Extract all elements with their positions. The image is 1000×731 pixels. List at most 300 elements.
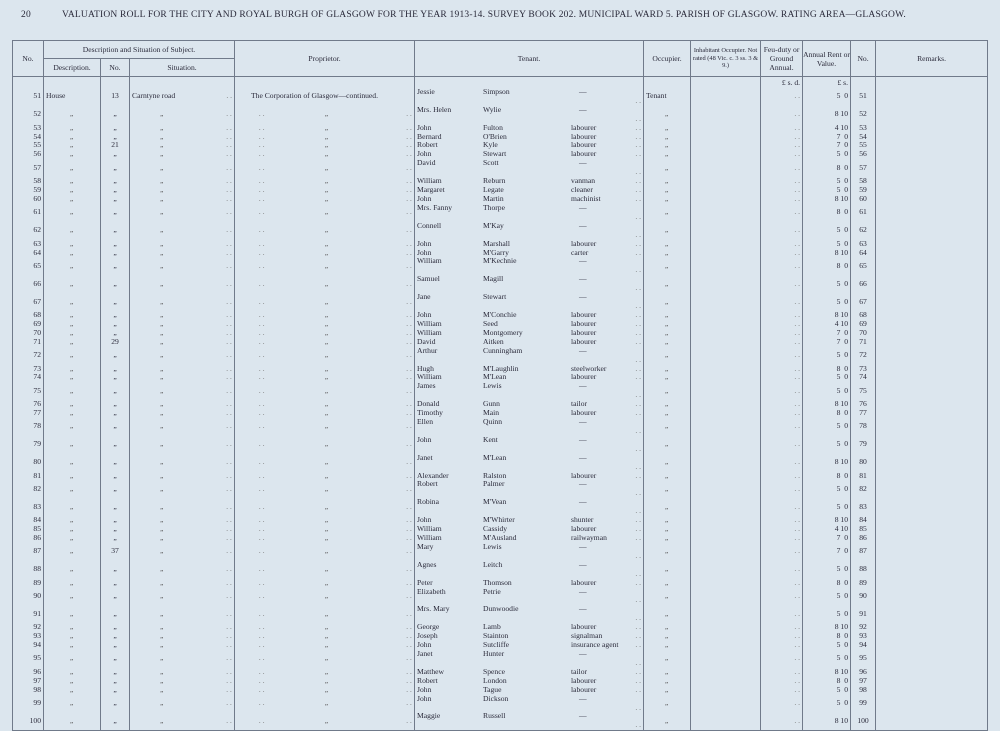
tenant-first: Robina bbox=[417, 498, 439, 507]
row-number-right-text: 73 bbox=[859, 364, 867, 373]
leader-dots: . . bbox=[635, 613, 642, 623]
row-proprietor-text: „ bbox=[324, 591, 329, 600]
row-street-number bbox=[101, 150, 130, 159]
tenant-occ: tailor bbox=[571, 400, 588, 409]
row-occupier-text: „ bbox=[664, 239, 670, 248]
row-street-number bbox=[101, 373, 130, 382]
row-number-right bbox=[851, 133, 876, 142]
row-number-right bbox=[851, 186, 876, 195]
row-number-right bbox=[851, 579, 876, 588]
leader-dots: . . bbox=[259, 400, 265, 409]
row-feu-duty bbox=[761, 498, 803, 516]
row-street-number-text: „ bbox=[113, 186, 117, 195]
row-inhabitant bbox=[691, 543, 761, 561]
row-situation-text: „ bbox=[160, 296, 165, 306]
row-occupier-text: „ bbox=[664, 109, 670, 119]
table-row bbox=[13, 382, 988, 400]
row-number-text: 76 bbox=[33, 400, 41, 409]
row-description-text: „ bbox=[69, 385, 75, 395]
row-number-right bbox=[851, 409, 876, 418]
row-number-text: 90 bbox=[33, 591, 41, 600]
row-occupier-text: „ bbox=[664, 207, 670, 217]
row-proprietor bbox=[235, 472, 415, 481]
row-street-number-text: „ bbox=[113, 310, 117, 319]
row-occupier-text: „ bbox=[664, 385, 670, 395]
row-feu-duty bbox=[761, 133, 803, 142]
leader-dots: . . bbox=[406, 364, 413, 373]
row-annual-rent bbox=[803, 641, 851, 650]
row-situation-text: „ bbox=[160, 471, 165, 480]
row-number bbox=[13, 257, 44, 275]
row-number-right-text: 97 bbox=[859, 676, 867, 685]
row-annual-rent-text: 7 0 bbox=[836, 328, 849, 337]
leader-dots: . . bbox=[259, 608, 265, 618]
row-number bbox=[13, 480, 44, 498]
row-number-right bbox=[851, 454, 876, 472]
row-number bbox=[13, 695, 44, 713]
row-proprietor bbox=[235, 347, 415, 365]
leader-dots: . . bbox=[226, 676, 233, 685]
row-number bbox=[13, 382, 44, 400]
tenant-sur: Lewis bbox=[483, 542, 502, 551]
row-occupier-text: „ bbox=[664, 471, 670, 480]
row-number-right bbox=[851, 159, 876, 177]
row-annual-rent bbox=[803, 88, 851, 106]
leader-dots: . . bbox=[794, 698, 801, 708]
row-description bbox=[44, 641, 101, 650]
row-description-text: „ bbox=[69, 225, 75, 235]
row-occupier bbox=[644, 525, 691, 534]
row-occupier bbox=[644, 677, 691, 686]
row-description bbox=[44, 650, 101, 668]
row-feu-duty bbox=[761, 311, 803, 320]
row-occupier bbox=[644, 480, 691, 498]
row-street-number-text: „ bbox=[113, 591, 117, 600]
row-annual-rent bbox=[803, 632, 851, 641]
row-street-number bbox=[101, 320, 130, 329]
row-annual-rent-text: 8 10 bbox=[834, 248, 849, 257]
row-proprietor bbox=[235, 632, 415, 641]
leader-dots: . . bbox=[406, 471, 413, 480]
row-inhabitant bbox=[691, 365, 761, 374]
row-annual-rent bbox=[803, 409, 851, 418]
row-occupier-text: „ bbox=[664, 676, 670, 685]
row-tenant bbox=[415, 124, 644, 133]
leader-dots: . . bbox=[406, 525, 413, 534]
row-feu-duty bbox=[761, 605, 803, 623]
tenant-occ: labourer bbox=[571, 337, 597, 346]
row-situation bbox=[130, 712, 235, 730]
leader-dots: . . bbox=[406, 141, 413, 150]
row-occupier bbox=[644, 668, 691, 677]
row-proprietor-text: „ bbox=[324, 685, 329, 694]
row-remarks bbox=[876, 472, 988, 481]
table-row bbox=[13, 88, 988, 106]
row-description bbox=[44, 516, 101, 525]
row-remarks bbox=[876, 150, 988, 159]
row-remarks bbox=[876, 275, 988, 293]
leader-dots: . . bbox=[406, 177, 413, 186]
row-proprietor bbox=[235, 480, 415, 498]
row-remarks bbox=[876, 579, 988, 588]
leader-dots: . . bbox=[635, 390, 642, 400]
tenant-first: William bbox=[417, 328, 442, 337]
row-description bbox=[44, 240, 101, 249]
row-street-number bbox=[101, 588, 130, 606]
row-occupier-text: „ bbox=[664, 439, 670, 449]
row-number-text: 65 bbox=[33, 260, 41, 270]
row-situation-text: „ bbox=[160, 632, 165, 641]
row-proprietor-text: „ bbox=[324, 471, 329, 480]
row-annual-rent-text: 4 10 bbox=[834, 319, 849, 328]
tenant-occ: labourer bbox=[571, 676, 597, 685]
leader-dots: . . bbox=[259, 516, 265, 525]
row-description-text: „ bbox=[69, 439, 75, 449]
row-occupier-text: „ bbox=[664, 194, 670, 203]
leader-dots: . . bbox=[635, 720, 642, 730]
row-description bbox=[44, 579, 101, 588]
leader-dots: . . bbox=[794, 296, 801, 306]
col-no-right: No. bbox=[851, 41, 876, 77]
row-occupier-text: „ bbox=[664, 132, 670, 141]
leader-dots: . . bbox=[794, 715, 801, 725]
leader-dots: . . bbox=[635, 310, 642, 319]
row-proprietor bbox=[235, 561, 415, 579]
row-inhabitant bbox=[691, 240, 761, 249]
row-tenant bbox=[415, 454, 644, 472]
leader-dots: . . bbox=[259, 328, 265, 337]
row-number bbox=[13, 133, 44, 142]
row-street-number-text: „ bbox=[113, 194, 117, 203]
leader-dots: . . bbox=[226, 715, 233, 725]
leader-dots: . . bbox=[406, 685, 413, 694]
row-number bbox=[13, 311, 44, 320]
leader-dots: . . bbox=[635, 229, 642, 239]
valuation-table bbox=[12, 40, 988, 731]
row-occupier-text: „ bbox=[664, 123, 670, 132]
row-number-right-text: 63 bbox=[859, 239, 867, 248]
leader-dots: . . bbox=[406, 608, 413, 618]
row-street-number bbox=[101, 88, 130, 106]
row-annual-rent bbox=[803, 150, 851, 159]
row-feu-duty bbox=[761, 677, 803, 686]
leader-dots: . . bbox=[794, 109, 801, 119]
row-inhabitant bbox=[691, 498, 761, 516]
row-number-right-text: 74 bbox=[859, 373, 867, 382]
row-proprietor bbox=[235, 498, 415, 516]
leader-dots: . . bbox=[794, 278, 801, 288]
row-proprietor bbox=[235, 141, 415, 150]
row-street-number-text: „ bbox=[113, 525, 117, 534]
row-description bbox=[44, 257, 101, 275]
row-tenant bbox=[415, 632, 644, 641]
leader-dots: . . bbox=[794, 364, 801, 373]
leader-dots: . . bbox=[794, 578, 801, 587]
row-street-number bbox=[101, 159, 130, 177]
row-proprietor bbox=[235, 579, 415, 588]
row-situation bbox=[130, 436, 235, 454]
row-situation bbox=[130, 257, 235, 275]
row-situation bbox=[130, 516, 235, 525]
leader-dots: . . bbox=[794, 409, 801, 418]
leader-dots: . . bbox=[635, 211, 642, 221]
row-annual-rent bbox=[803, 712, 851, 730]
row-remarks bbox=[876, 498, 988, 516]
row-situation-text: „ bbox=[160, 385, 165, 395]
tenant-occ: — bbox=[579, 418, 587, 427]
row-annual-rent bbox=[803, 480, 851, 498]
tenant-first: John bbox=[417, 685, 432, 694]
row-description bbox=[44, 623, 101, 632]
row-occupier bbox=[644, 543, 691, 561]
row-number bbox=[13, 623, 44, 632]
row-situation-text: „ bbox=[160, 319, 165, 328]
leader-dots: . . bbox=[794, 516, 801, 525]
row-proprietor-text: „ bbox=[324, 525, 329, 534]
row-inhabitant bbox=[691, 159, 761, 177]
row-number-right-text: 76 bbox=[859, 400, 867, 409]
leader-dots: . . bbox=[406, 591, 413, 600]
row-feu-duty bbox=[761, 650, 803, 668]
row-occupier-text: „ bbox=[664, 608, 670, 618]
tenant-occ: — bbox=[579, 650, 587, 658]
row-description-text: „ bbox=[69, 632, 75, 641]
row-number-text: 91 bbox=[33, 608, 41, 618]
row-annual-rent bbox=[803, 454, 851, 472]
leader-dots: . . bbox=[794, 162, 801, 172]
row-situation bbox=[130, 133, 235, 142]
row-situation-text: Carntyne road bbox=[132, 91, 176, 101]
row-number-right-text: 91 bbox=[859, 608, 867, 618]
row-description bbox=[44, 133, 101, 142]
row-description bbox=[44, 525, 101, 534]
row-street-number-text: „ bbox=[113, 409, 117, 418]
leader-dots: . . bbox=[794, 685, 801, 694]
row-description bbox=[44, 338, 101, 347]
row-number-right bbox=[851, 588, 876, 606]
row-number-right-text: 100 bbox=[857, 715, 869, 725]
row-number bbox=[13, 150, 44, 159]
row-tenant bbox=[415, 605, 644, 623]
row-number-right bbox=[851, 543, 876, 561]
row-annual-rent-text: 8 0 bbox=[836, 578, 849, 587]
row-number bbox=[13, 498, 44, 516]
row-remarks bbox=[876, 373, 988, 382]
row-situation bbox=[130, 186, 235, 195]
leader-dots: . . bbox=[794, 471, 801, 480]
leader-dots: . . bbox=[406, 501, 413, 511]
leader-dots: . . bbox=[635, 443, 642, 453]
table-row bbox=[13, 347, 988, 365]
leader-dots: . . bbox=[794, 132, 801, 141]
row-proprietor-text: „ bbox=[324, 385, 329, 395]
row-annual-rent bbox=[803, 677, 851, 686]
row-situation bbox=[130, 365, 235, 374]
tenant-first: Maggie bbox=[417, 712, 441, 721]
row-annual-rent bbox=[803, 623, 851, 632]
row-situation-text: „ bbox=[160, 516, 165, 525]
leader-dots: . . bbox=[406, 457, 413, 467]
leader-dots: . . bbox=[406, 248, 413, 257]
leader-dots: . . bbox=[406, 632, 413, 641]
row-street-number bbox=[101, 605, 130, 623]
tenant-occ: — bbox=[579, 382, 587, 391]
row-proprietor bbox=[235, 650, 415, 668]
tenant-first: John bbox=[417, 516, 432, 525]
row-annual-rent bbox=[803, 418, 851, 436]
leader-dots: . . bbox=[635, 550, 642, 560]
row-number-right bbox=[851, 240, 876, 249]
row-number-text: 55 bbox=[33, 141, 41, 150]
row-situation-text: „ bbox=[160, 109, 165, 119]
row-proprietor bbox=[235, 382, 415, 400]
tenant-occ: labourer bbox=[571, 123, 597, 132]
row-annual-rent bbox=[803, 579, 851, 588]
table-row bbox=[13, 472, 988, 481]
tenant-first: Margaret bbox=[417, 186, 445, 195]
tenant-first: Robert bbox=[417, 141, 438, 150]
leader-dots: . . bbox=[226, 186, 233, 195]
table-row bbox=[13, 632, 988, 641]
leader-dots: . . bbox=[259, 525, 265, 534]
row-occupier bbox=[644, 133, 691, 142]
table-row bbox=[13, 561, 988, 579]
row-street-number-text: 29 bbox=[111, 337, 119, 346]
leader-dots: . . bbox=[406, 350, 413, 360]
row-proprietor-text: „ bbox=[324, 207, 329, 217]
leader-dots: . . bbox=[259, 578, 265, 587]
row-number-text: 54 bbox=[33, 132, 41, 141]
row-feu-duty bbox=[761, 320, 803, 329]
row-number-text: 93 bbox=[33, 632, 41, 641]
row-number-text: 64 bbox=[33, 248, 41, 257]
row-situation bbox=[130, 222, 235, 240]
tenant-occ: — bbox=[579, 221, 587, 230]
row-tenant bbox=[415, 88, 644, 106]
row-number bbox=[13, 373, 44, 382]
tenant-occ: labourer bbox=[571, 623, 597, 632]
row-street-number bbox=[101, 695, 130, 713]
row-occupier-text: „ bbox=[664, 328, 670, 337]
row-description bbox=[44, 418, 101, 436]
row-number-right-text: 62 bbox=[859, 225, 867, 235]
row-situation-text: „ bbox=[160, 715, 165, 725]
leader-dots: . . bbox=[406, 667, 413, 676]
row-feu-duty bbox=[761, 347, 803, 365]
row-number-right-text: 95 bbox=[859, 653, 867, 663]
row-feu-duty bbox=[761, 195, 803, 204]
row-inhabitant bbox=[691, 668, 761, 677]
leader-dots: . . bbox=[635, 337, 642, 346]
table-row bbox=[13, 195, 988, 204]
row-description bbox=[44, 373, 101, 382]
tenant-occ: — bbox=[579, 560, 587, 569]
row-description-text: „ bbox=[69, 310, 75, 319]
leader-dots: . . bbox=[635, 248, 642, 257]
row-number-text: 58 bbox=[33, 177, 41, 186]
leader-dots: . . bbox=[226, 546, 233, 556]
leader-dots: . . bbox=[406, 319, 413, 328]
row-remarks bbox=[876, 177, 988, 186]
row-number bbox=[13, 106, 44, 124]
row-number-right-text: 99 bbox=[859, 698, 867, 708]
leader-dots: . . bbox=[226, 123, 233, 132]
row-feu-duty bbox=[761, 525, 803, 534]
tenant-occ: labourer bbox=[571, 328, 597, 337]
row-proprietor-text: „ bbox=[324, 632, 329, 641]
row-number-text: 63 bbox=[33, 239, 41, 248]
row-description-text: „ bbox=[69, 248, 75, 257]
tenant-sur: Aitken bbox=[483, 337, 504, 346]
row-situation-text: „ bbox=[160, 186, 165, 195]
table-row bbox=[13, 141, 988, 150]
row-annual-rent bbox=[803, 338, 851, 347]
tenant-occ: — bbox=[579, 293, 587, 302]
row-situation bbox=[130, 320, 235, 329]
tenant-occ: labourer bbox=[571, 141, 597, 150]
row-occupier bbox=[644, 293, 691, 311]
row-description-text: „ bbox=[69, 534, 75, 543]
table-row bbox=[13, 320, 988, 329]
row-occupier bbox=[644, 141, 691, 150]
row-proprietor bbox=[235, 641, 415, 650]
row-occupier bbox=[644, 498, 691, 516]
tenant-first: David bbox=[417, 337, 436, 346]
row-description-text: „ bbox=[69, 319, 75, 328]
row-remarks bbox=[876, 365, 988, 374]
row-occupier-text: „ bbox=[664, 685, 670, 694]
row-number bbox=[13, 632, 44, 641]
row-street-number-text: „ bbox=[113, 698, 117, 708]
leader-dots: . . bbox=[794, 123, 801, 132]
row-description-text: „ bbox=[69, 409, 75, 418]
row-proprietor bbox=[235, 338, 415, 347]
row-proprietor-text: „ bbox=[324, 162, 329, 172]
tenant-sur: Legate bbox=[483, 186, 504, 195]
row-number-text: 87 bbox=[33, 546, 41, 556]
row-remarks bbox=[876, 454, 988, 472]
leader-dots: . . bbox=[794, 667, 801, 676]
leader-dots: . . bbox=[259, 225, 265, 235]
row-proprietor-text: „ bbox=[324, 150, 329, 159]
leader-dots: . . bbox=[406, 564, 413, 574]
leader-dots: . . bbox=[635, 400, 642, 409]
row-description bbox=[44, 249, 101, 258]
row-remarks bbox=[876, 141, 988, 150]
row-occupier bbox=[644, 159, 691, 177]
row-situation bbox=[130, 177, 235, 186]
tenant-sur: Martin bbox=[483, 194, 504, 203]
row-number-right bbox=[851, 632, 876, 641]
row-inhabitant bbox=[691, 186, 761, 195]
row-occupier-text: „ bbox=[664, 319, 670, 328]
tenant-sur: Main bbox=[483, 409, 500, 418]
row-proprietor-text: „ bbox=[324, 641, 329, 650]
leader-dots: . . bbox=[226, 608, 233, 618]
row-number-text: 70 bbox=[33, 328, 41, 337]
row-feu-duty bbox=[761, 365, 803, 374]
row-number-right bbox=[851, 106, 876, 124]
row-street-number bbox=[101, 677, 130, 686]
row-feu-duty bbox=[761, 293, 803, 311]
leader-dots: . . bbox=[635, 319, 642, 328]
row-street-number-text: „ bbox=[113, 364, 117, 373]
row-number-right-text: 70 bbox=[859, 328, 867, 337]
row-number-right-text: 92 bbox=[859, 623, 867, 632]
tenant-first: Joseph bbox=[417, 632, 438, 641]
table-row bbox=[13, 293, 988, 311]
row-description-text: „ bbox=[69, 207, 75, 217]
